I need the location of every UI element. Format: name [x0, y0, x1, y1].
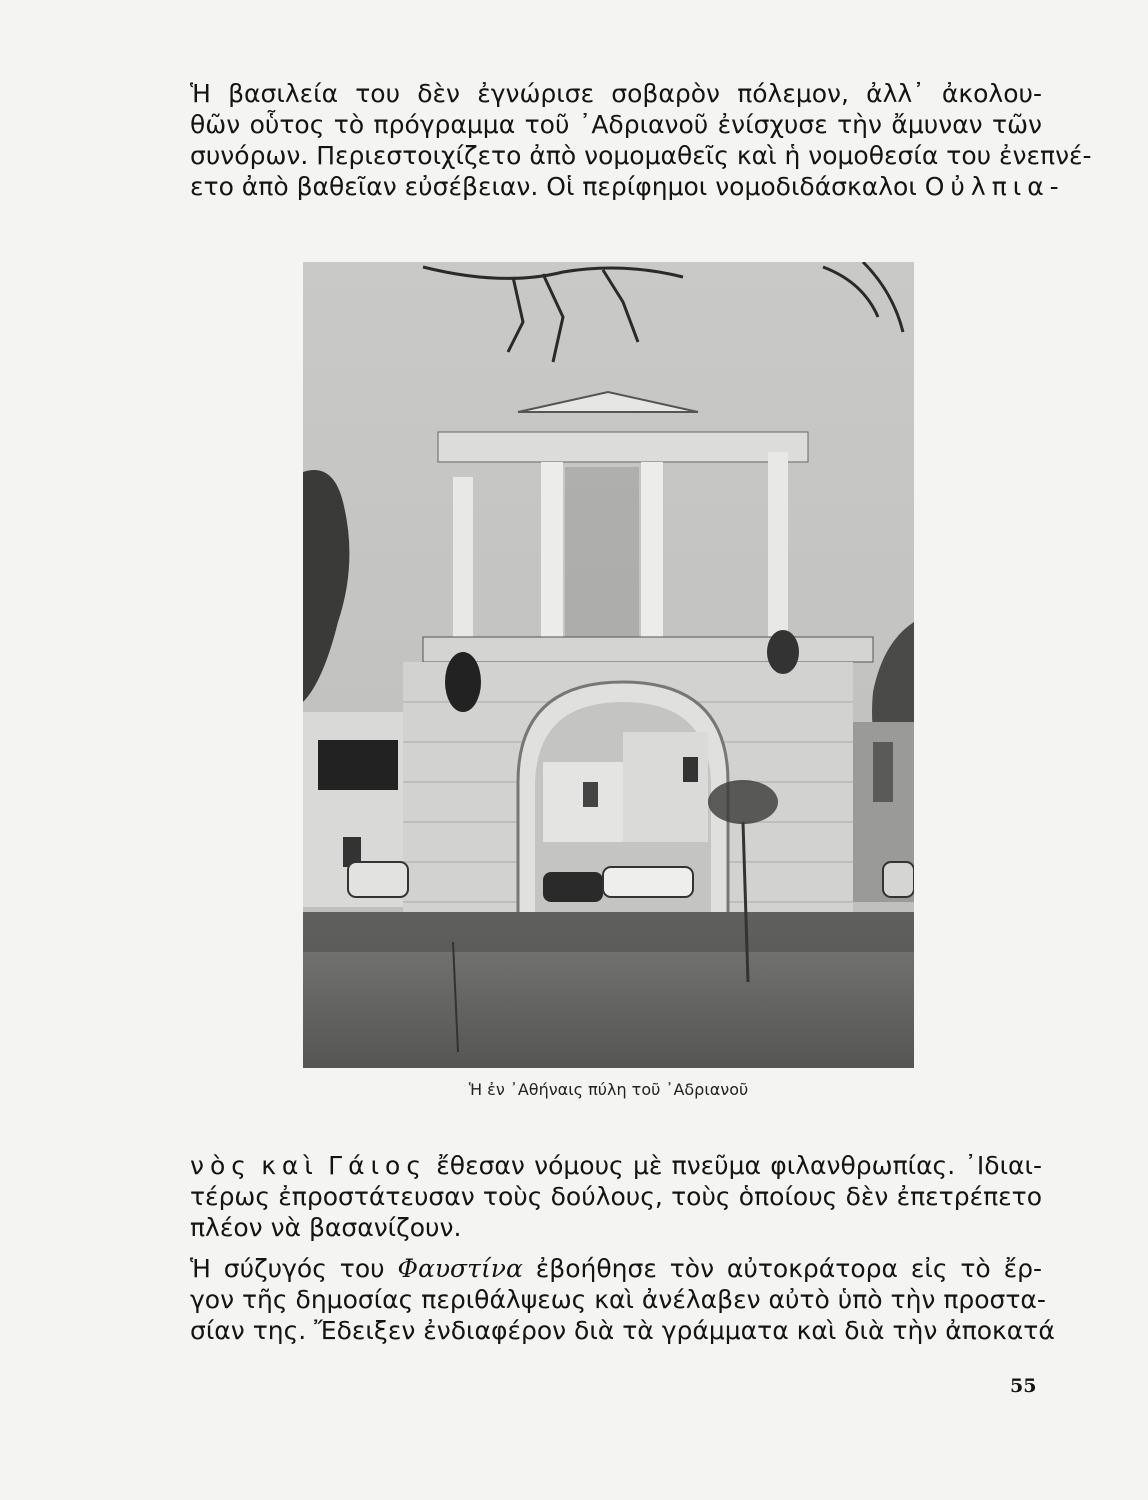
text-line: θῶν οὗτος τὸ πρόγραμμα τοῦ ᾿Αδριανοῦ ἐνίσχυσε τὴν ἄμυναν τῶν — [190, 110, 1042, 139]
arch-of-hadrian-image — [303, 262, 914, 1068]
paragraph-3 — [190, 1253, 1055, 1346]
text-fragment: ἔθεσαν νόμους μὲ πνεῦμα φιλανθρωπίας. ᾿Ιδιαι- — [436, 1151, 1043, 1180]
paragraph-1 — [190, 78, 1092, 202]
spaced-name: καὶ — [261, 1151, 319, 1180]
text-fragment: ετο ἀπὸ βαθεῖαν εὐσέβειαν. Οἱ περίφημοι νομοδιδάσκαλοι — [190, 172, 917, 201]
text-line — [190, 1253, 1042, 1284]
text-line — [190, 171, 1065, 202]
text-line: πλέον νὰ βασανίζουν. — [190, 1213, 462, 1242]
text-fragment: Ἡ σύζυγός του — [190, 1254, 385, 1283]
text-line: σίαν της. Ἔδειξεν ἐνδιαφέρον διὰ τὰ γράμματα καὶ διὰ τὴν ἀποκατά — [190, 1316, 1055, 1345]
spaced-name: νὸς — [190, 1151, 252, 1180]
spaced-name: Γάιος — [328, 1151, 427, 1180]
paragraph-2 — [190, 1150, 1042, 1243]
text-line: συνόρων. Περιεστοιχίζετο ἀπὸ νομομαθεῖς καὶ ἡ νομοθεσία του ἐνεπνέ- — [190, 141, 1092, 170]
text-line — [190, 1150, 1042, 1181]
text-line: τέρως ἐπροστάτευσαν τοὺς δούλους, τοὺς ὁποίους δὲν ἐπετρέπετο — [190, 1182, 1042, 1211]
text-line: γον τῆς δημοσίας περιθάλψεως καὶ ἀνέλαβεν αὐτὸ ὑπὸ τὴν προστα- — [190, 1285, 1046, 1314]
figure-caption: Ἡ ἐν ᾿Αθήναις πύλη τοῦ ᾿Αδριανοῦ — [468, 1080, 749, 1099]
page-number: 55 — [1010, 1375, 1037, 1397]
spaced-name: Οὐλπια- — [924, 172, 1065, 201]
emphasized-name: Φαυστίνα — [397, 1254, 523, 1283]
text-fragment: ἐβοήθησε τὸν αὐτοκράτορα εἰς τὸ ἔρ- — [535, 1254, 1043, 1283]
arch-photo — [303, 262, 914, 1068]
text-line: Ἡ βασιλεία του δὲν ἐγνώρισε σοβαρὸν πόλεμον, ἀλλ᾽ ἀκολου- — [190, 79, 1042, 108]
